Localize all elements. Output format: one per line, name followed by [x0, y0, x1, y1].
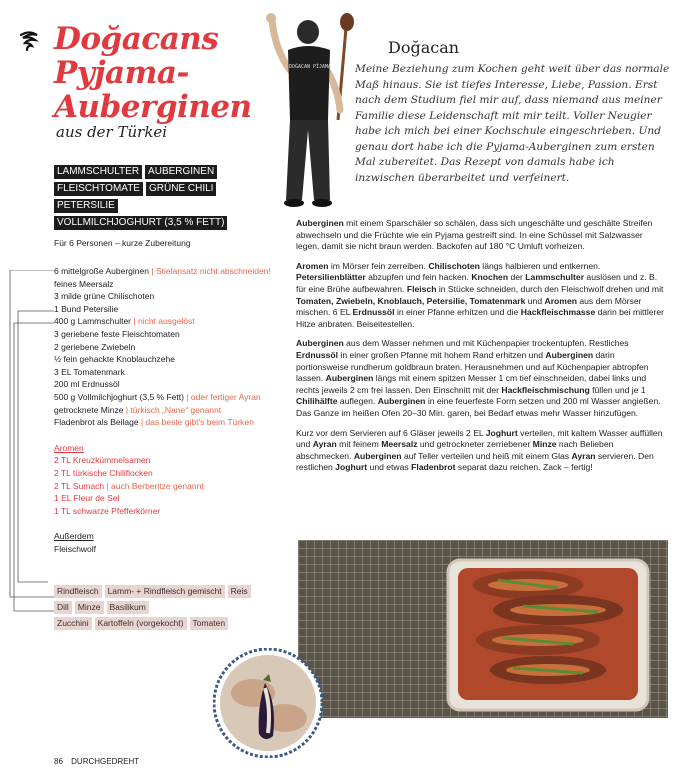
- bold-term: Hackfleischmischung: [501, 384, 590, 395]
- ingredient-item: 500 g Vollmilchjoghurt (3,5 % Fett) | oder fertiger Ayran: [54, 391, 261, 402]
- aromen-item: 2 TL Sumach | auch Berberitze genannt: [54, 480, 204, 491]
- ingredient-item: feines Meersalz: [54, 278, 114, 289]
- instruction-paragraph: [296, 338, 668, 419]
- bold-term: Auberginen: [377, 396, 426, 407]
- instruction-text: separat dazu reichen. Zack – fertig!: [455, 462, 593, 473]
- alternative-pill: Rindfleisch: [54, 585, 102, 598]
- instruction-text: im Mörser fein zerreiben.: [328, 260, 429, 271]
- alternatives-connector-lines: [8, 270, 58, 625]
- ingredient-item: 6 mittelgroße Auberginen | Stielansatz nicht abschneiden!: [54, 266, 271, 276]
- alternative-pill: Dill: [54, 601, 72, 614]
- instruction-paragraph: [296, 428, 668, 474]
- recipe-subtitle: aus der Türkei: [56, 123, 168, 141]
- ingredient-item: 400 g Lammschulter | nicht ausgelöst: [54, 316, 195, 327]
- bold-term: Chilihälfte: [296, 396, 338, 407]
- instruction-text: verteilen, mit kaltem Wasser auffüllen und: [296, 427, 663, 450]
- instruction-text: in eine feuerfeste Form setzen und 200 ml Wasser angießen. Das Ganze im heißen Ofen 20–30 Min. garen, bei Bedarf etwas mehr Wasser hinzufügen.: [296, 396, 661, 418]
- aromen-item: 2 TL türkische Chiliflocken: [54, 467, 153, 478]
- bold-term: Chilischoten: [428, 260, 480, 271]
- instruction-text: abzupfen und fein hacken.: [365, 272, 472, 283]
- bold-term: Auberginen: [545, 349, 594, 360]
- alternative-pill: Lamm- + Rindfleisch gemischt: [105, 585, 225, 598]
- tag: PETERSILIE: [54, 199, 118, 213]
- aromen-item: 1 TL schwarze Pfefferkörner: [54, 505, 161, 516]
- bold-term: Hackfleischmasse: [520, 307, 596, 318]
- dish-photo: [298, 540, 668, 718]
- instruction-text: servieren. Den restlichen: [296, 450, 654, 473]
- alternative-pill: Reis: [228, 585, 251, 598]
- instruction-text: Kurz vor dem Servieren auf 6 Gläser jeweils 2 EL: [296, 427, 486, 438]
- aromen-item: 1 EL Fleur de Sel: [54, 493, 120, 504]
- bold-term: Ayran: [571, 450, 596, 461]
- instruction-text: in einer großen Pfanne mit hohem Rand erhitzen und: [338, 349, 546, 360]
- bold-term: Joghurt: [485, 427, 518, 438]
- instruction-text: darin portionsweise rundherum goldbraun braten. Herausnehmen und auf Küchenpapier abtropfen lassen.: [296, 349, 649, 384]
- instruction-text: und getrockneter zerriebener: [417, 439, 533, 450]
- author-quote: Meine Beziehung zum Kochen geht weit über das normale Maß hinaus. Sie ist tiefes Interesse, Liebe, Passion. Erst nach dem Studium fiel mir auf, dass niemand aus meiner Familie diese Leidenschaft mit mir teilt. Voller Neugier habe ich mich bei einer Kochschule eingeschrieben. Und genau dort habe ich die Pyjama-Auberginen zum ersten Mal zubereitet. Das Rezept von damals habe ich inzwischen überarbeitet und verfeinert.: [355, 63, 670, 184]
- ingredient-item: Fladenbrot als Beilage | das beste gibt's beim Türken: [54, 417, 254, 428]
- instruction-text: längs halbieren und entkernen.: [479, 260, 601, 271]
- tag: FLEISCHTOMATE: [54, 182, 143, 196]
- bold-term: Fladenbrot: [411, 462, 456, 473]
- section-name: DURCHGEDREHT: [71, 757, 140, 766]
- swirl-logo-icon: [18, 30, 40, 52]
- alternatives-list: [54, 585, 294, 633]
- instruction-text: in einer Pfanne erhitzen und die: [394, 307, 521, 318]
- instruction-paragraph: [296, 261, 668, 331]
- bold-term: Auberginen: [325, 373, 374, 384]
- instruction-text: nach Belieben abschmecken.: [296, 439, 614, 461]
- tag: VOLLMILCHJOGHURT (3,5 % FETT): [54, 216, 227, 230]
- instruction-text: längs mit einem spitzen Messer 1 cm tief einschneiden, dabei links und rechts jeweils 2 cm frei lassen. Den Einschnitt mit der: [296, 373, 647, 395]
- chef-portrait-image: [250, 10, 370, 210]
- bold-term: Lammschulter: [525, 272, 585, 283]
- bold-term: Minze: [532, 439, 557, 450]
- bold-term: Fleisch: [406, 283, 437, 294]
- alternative-pill: Tomaten: [190, 617, 229, 630]
- shirt-print: DOĞACAN PİJAMA: [288, 64, 332, 70]
- ingredient-item: ½ fein gehackte Knoblauchzehe: [54, 354, 175, 365]
- bold-term: Erdnussöl: [352, 307, 395, 318]
- instruction-text: aus dem Wasser nehmen und mit Küchenpapier trockentupfen. Restliches: [343, 338, 629, 349]
- ingredient-list: [54, 265, 289, 555]
- aubergine-hand-image: [213, 648, 323, 758]
- ingredient-item: 3 geriebene feste Fleischtomaten: [54, 328, 180, 339]
- instruction-text: und: [525, 295, 545, 306]
- ingredient-item: 200 ml Erdnussöl: [54, 379, 120, 390]
- page-number: 86: [54, 757, 63, 766]
- alternative-pill: Minze: [75, 601, 104, 614]
- alternative-pill: Zucchini: [54, 617, 92, 630]
- bold-term: Aromen: [296, 260, 329, 271]
- instruction-text: füllen und je 1: [589, 384, 646, 395]
- instruction-text: aus dem Mörser mischen. 6 EL: [296, 295, 642, 318]
- instruction-text: auflegen.: [337, 396, 378, 407]
- ingredient-item: 2 geriebene Zwiebeln: [54, 341, 136, 352]
- tag: LAMMSCHULTER: [54, 165, 142, 179]
- instruction-text: und etwas: [367, 462, 412, 473]
- bold-term: Auberginen: [353, 450, 402, 461]
- ingredient-item: 1 Bund Petersilie: [54, 303, 119, 314]
- ingredient-item: 3 milde grüne Chilischoten: [54, 291, 155, 302]
- main-ingredient-tags: [54, 165, 274, 233]
- alternative-pill: Basilikum: [107, 601, 149, 614]
- instruction-text: auslösen und z. B. für eine Brühe aufbewahren.: [296, 272, 658, 294]
- ausserdem-item: Fleischwolf: [54, 543, 97, 554]
- bold-term: Knochen: [471, 272, 509, 283]
- bold-term: Joghurt: [335, 462, 368, 473]
- bold-term: Auberginen: [296, 338, 344, 349]
- instruction-text: mit einem Sparschäler so schälen, dass sich ungeschälte und geschälte Streifen abwechseln und die Früchte wie ein Pyjama gestreift sind. In eine Schüssel mit Salzwasser legen, damit sie nicht braun werden. Backofen auf 180 °C Umluft vorheizen.: [296, 218, 653, 252]
- instruction-text: mit feinem: [336, 439, 382, 450]
- ingredient-item: 3 EL Tomatenmark: [54, 366, 125, 377]
- aromen-item: 2 TL Kreuzkümmelsamen: [54, 455, 151, 466]
- instruction-text: der: [508, 272, 526, 283]
- bold-term: Tomaten, Zwiebeln, Knoblauch, Petersilie, Tomatenmark: [296, 295, 526, 306]
- instruction-text: darin bei mittlerer Hitze anbraten. Beiseitestellen.: [296, 307, 665, 329]
- instruction-text: auf Teller verteilen und heiß mit einem Glas: [401, 450, 572, 461]
- ausserdem-heading: Außerdem: [54, 531, 94, 542]
- tag: GRÜNE CHILI: [146, 182, 216, 196]
- bold-term: Aromen: [544, 295, 577, 306]
- bold-term: Ayran: [312, 439, 337, 450]
- tag: AUBERGINEN: [145, 165, 217, 179]
- bold-term: Petersilienblätter: [296, 272, 366, 283]
- bold-term: Auberginen: [296, 218, 344, 228]
- ingredient-item: getrocknete Minze | türkisch „Nane“ genannt: [54, 404, 222, 415]
- bold-term: Erdnussöl: [296, 349, 339, 360]
- instruction-text: in Stücke schneiden, durch den Fleischwolf drehen und mit: [436, 283, 664, 294]
- page-footer: [54, 757, 139, 766]
- instruction-paragraph: [296, 218, 668, 253]
- aromen-heading: Aromen: [54, 442, 84, 453]
- bold-term: Meersalz: [381, 439, 418, 450]
- instructions: [296, 218, 668, 482]
- recipe-title: Doğacans Pyjama-Auberginen: [54, 21, 252, 125]
- author-name: Doğacan: [388, 38, 460, 57]
- alternative-pill: Kartoffeln (vorgekocht): [95, 617, 187, 630]
- serving-info: Für 6 Personen – kurze Zubereitung: [54, 238, 191, 248]
